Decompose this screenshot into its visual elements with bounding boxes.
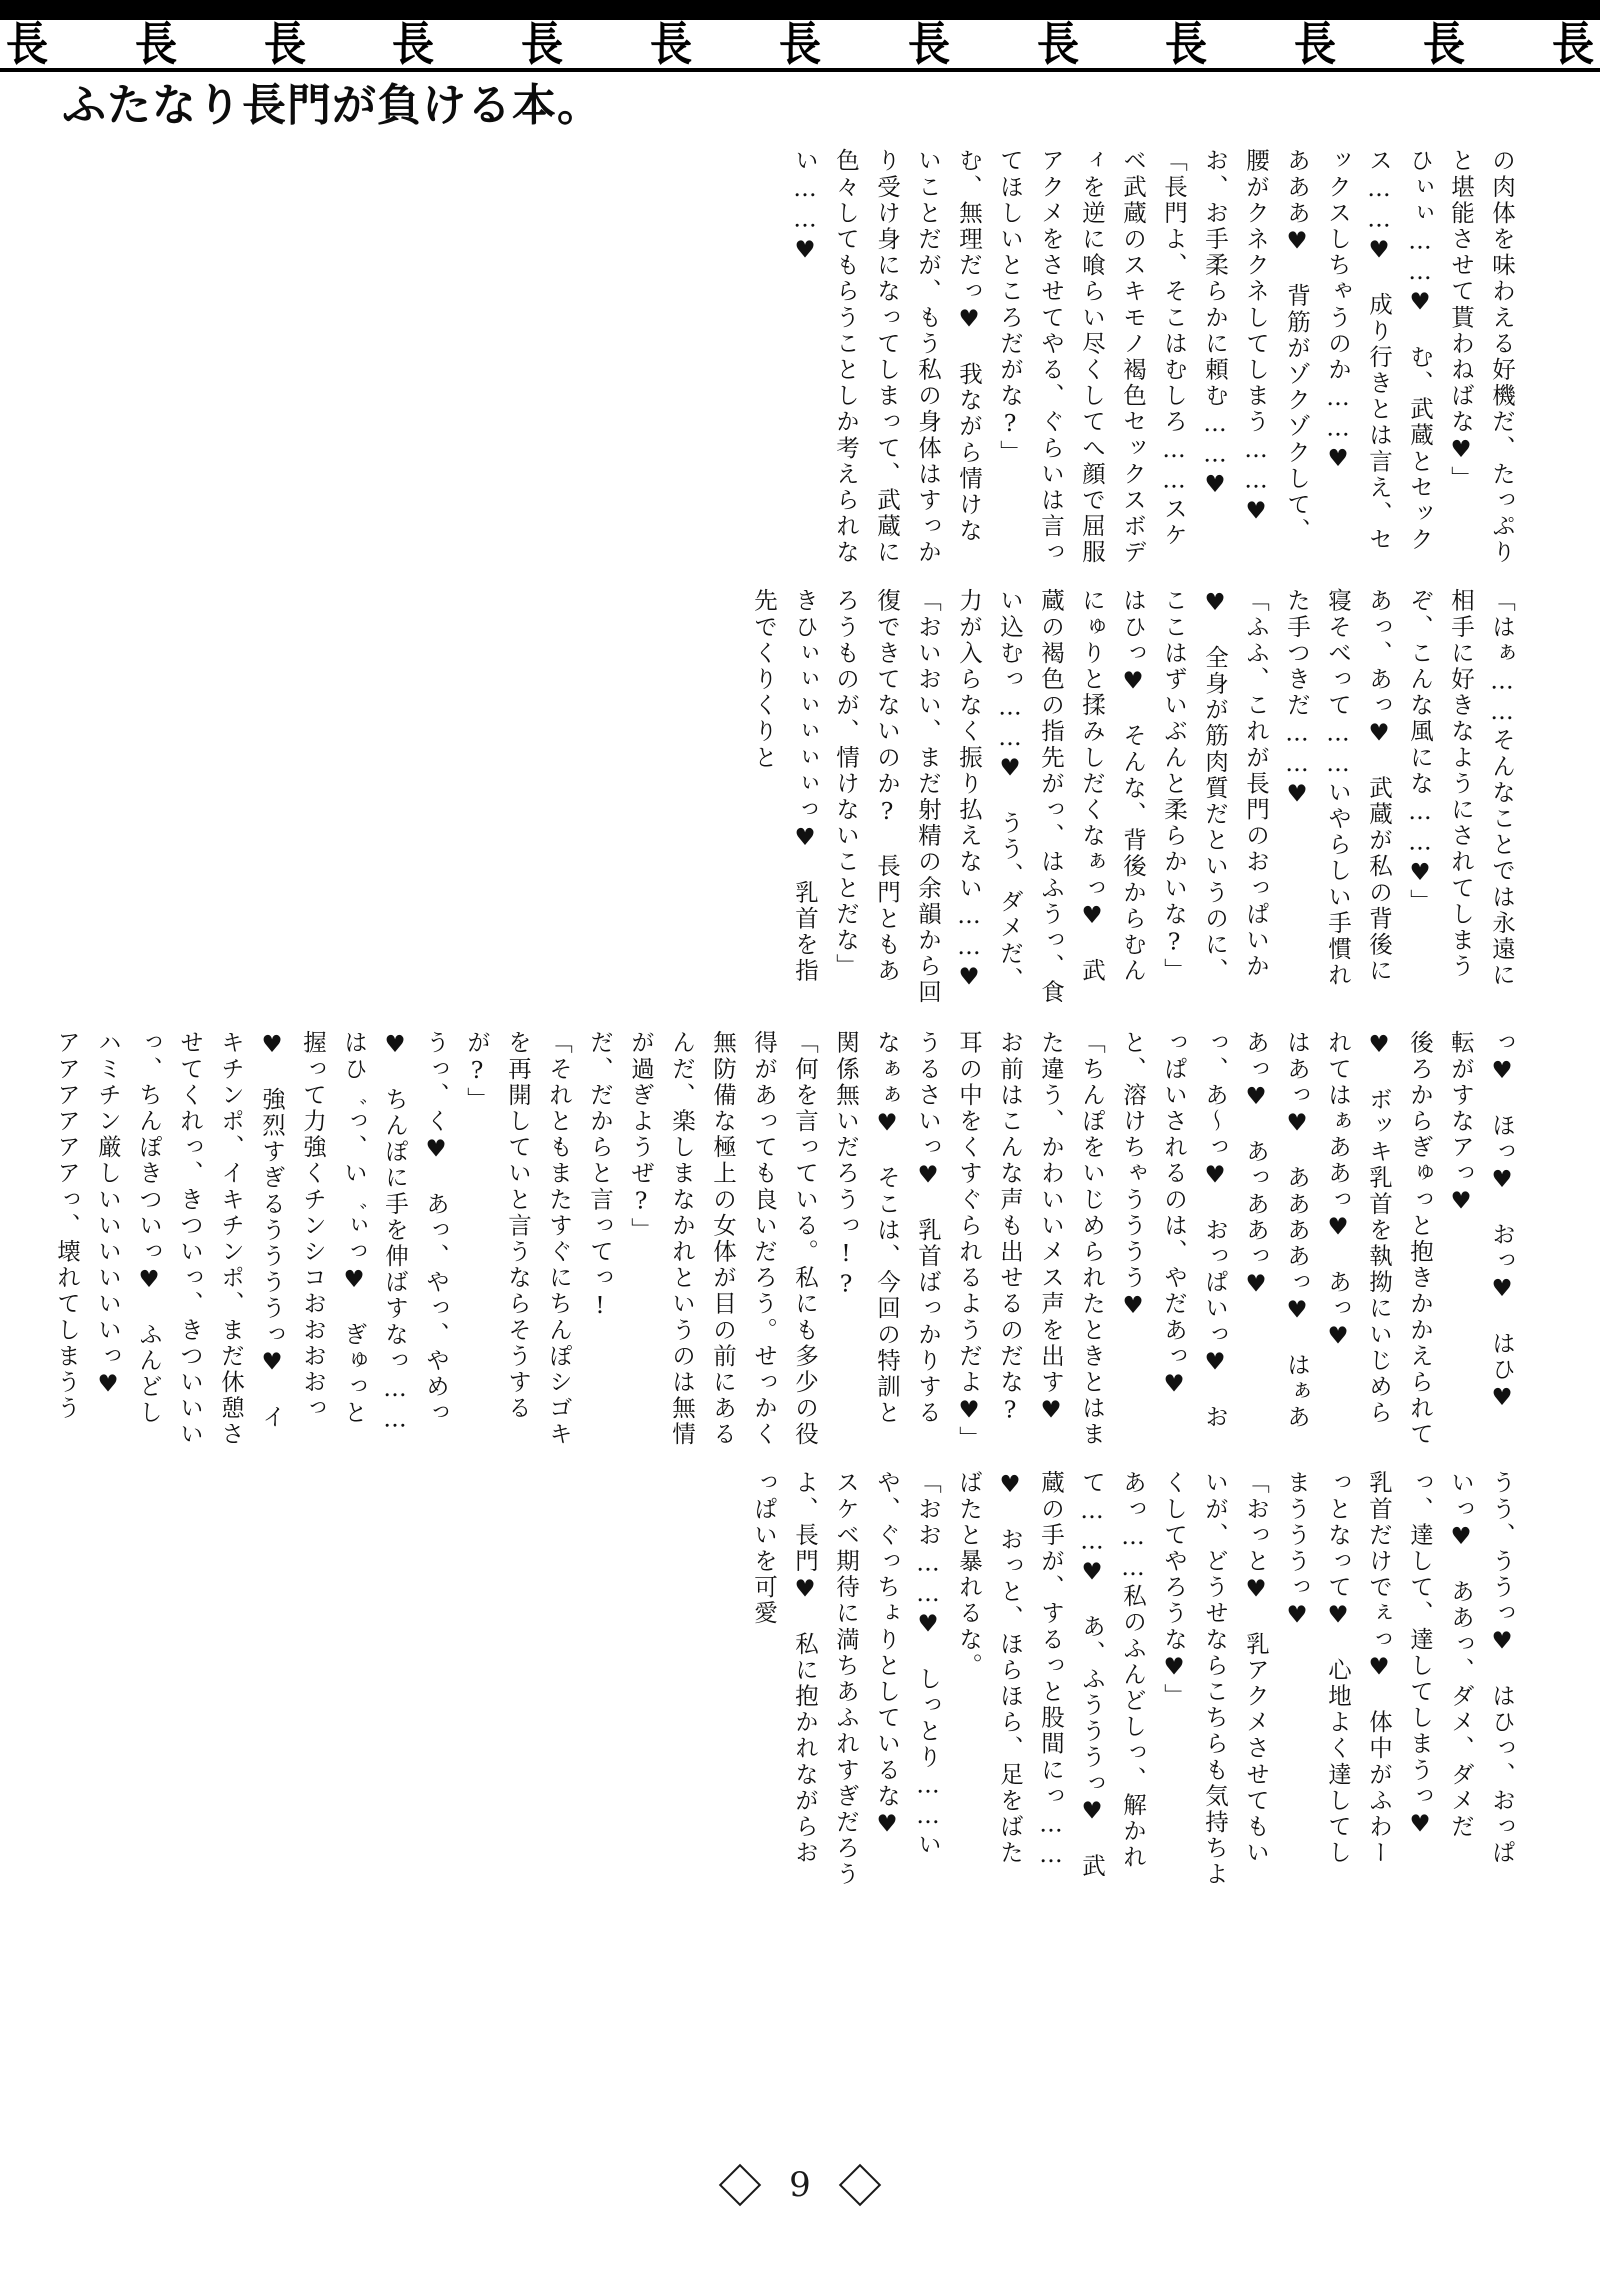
header-banner — [0, 0, 1600, 72]
banner-glyph: 長 — [5, 20, 49, 68]
banner-glyph-strip — [0, 20, 1600, 68]
banner-glyph: 長 — [649, 20, 693, 68]
body-paragraph: 「おいおい、まだ射精の余韻から回復できてないのか? 長門ともあろうものが、情けないことだな」 — [832, 588, 942, 1006]
diamond-ornament-right — [839, 2164, 881, 2206]
body-paragraph: む、無理だっ♥ 我ながら情けないことだが、もう私の身体はすっかり受け身になってしまって、武蔵に色々してもらうことしか考えられない……♥ — [791, 148, 983, 566]
page-title: ふたなり長門が負ける本。 — [62, 80, 602, 131]
body-paragraph: っ♥ ほっ♥ おっ♥ はひ♥ 転がすなアっ♥ — [1447, 1030, 1516, 1440]
body-paragraph: あっ、あっ♥ 武蔵が私の背後に寝そべって……いやらしい手慣れた手つきだ……♥ — [1283, 588, 1393, 989]
body-paragraph: 「何を言っている。私にも多少の役得があっても良いだろう。せっかく無防備な極上の女体が目の前にあるんだ、楽しまなかれというのは無情が過ぎようぜ?」 — [627, 1030, 819, 1448]
body-paragraph: の肉体を味わえる好機だ、たっぷりと堪能させて貰わねばな♥」 — [1447, 148, 1516, 566]
body-paragraph: うるさいっ♥ 乳首ばっかりするなぁぁ♥ そこは、今回の特訓と関係無いだろうっ!? — [832, 1030, 942, 1426]
body-paragraph: 後ろからぎゅっと抱きかかえられて♥ ボッキ乳首を執拗にいじめられてはぁああっ♥ あっ♥ — [1324, 1030, 1434, 1448]
banner-glyph: 長 — [1551, 20, 1595, 68]
banner-glyph: 長 — [1036, 20, 1079, 68]
body-paragraph: 「おお……♥ しっとり……いや、ぐっちょりとしているな♥ スケベ期待に満ちあふれすぎだろうよ、長門♥ 私に抱かれながらおっぱいを可愛 — [750, 1470, 942, 1888]
body-paragraph: うう、ううっ♥ はひっ、おっぱいっ♥ ああっ、ダメ、ダメだっ、達して、達してしまうっ♥ 乳首だけでぇっ♥ 体中がふわーっとなって♥ 心地よく達してしまうううっ♥ — [1283, 1470, 1516, 1867]
banner-glyph: 長 — [778, 20, 822, 68]
body-text-block-3 — [53, 1030, 1522, 1453]
body-paragraph: 「ちんぽをいじめられたときとはまた違う、かわいいメス声を出す♥ お前はこんな声も出せるのだな? 耳の中をくすぐられるようだよ♥」 — [955, 1030, 1106, 1453]
body-paragraph: だ、だからと言ってっ! — [586, 1030, 614, 1322]
body-paragraph: 「はぁ……そんなことでは永遠に相手に好きなようにされてしまうぞ、こんな風にな……♥」 — [1406, 588, 1516, 989]
body-paragraph: はひっ♥ そんな、背後からむんにゅりと揉みしだくなぁっ♥ 武蔵の褐色の指先がっ、はふうっ、食い込むっ……♥ うう、ダメだ、力が入らなく振り払えない……♥ — [955, 588, 1147, 1006]
body-text-block-2 — [102, 588, 1522, 1008]
body-paragraph: 「おっと♥ 乳アクメさせてもいいが、どうせならこちらも気持ちよくしてやろうな♥」 — [1160, 1470, 1270, 1888]
banner-glyph: 長 — [1422, 20, 1466, 68]
banner-glyph: 長 — [392, 20, 435, 68]
body-paragraph: 「ふふ、これが長門のおっぱいか♥ 全身が筋肉質だというのに、ここはずいぶんと柔らかいな?」 — [1160, 588, 1270, 984]
banner-glyph: 長 — [907, 20, 950, 68]
banner-glyph: 長 — [134, 20, 177, 68]
body-paragraph: きひぃぃぃぃぃぃっ♥ 乳首を指先でくりくりと — [750, 588, 819, 984]
diamond-ornament-left — [719, 2164, 761, 2206]
page-footer — [0, 2165, 1600, 2205]
banner-glyph: 長 — [521, 20, 564, 68]
body-paragraph: あああ♥ 背筋がゾクゾクして、腰がクネクネしてしまう……♥ お、お手柔らかに頼む……♥ — [1201, 148, 1311, 554]
page-number: 9 — [789, 2165, 811, 2205]
body-text-block-1 — [102, 148, 1522, 568]
body-paragraph: 「それともまたすぐにちんぽシゴキを再開していと言うならそうするが?」 — [463, 1030, 573, 1448]
banner-glyph: 長 — [1165, 20, 1208, 68]
body-paragraph: あっ……私のふんどしっ、解かれて……♥ あ、ふうううっ♥ 武蔵の手が、するっと股間にっ……♥ おっと、ほらほら、足をばたばたと暴れるな。 — [955, 1470, 1147, 1880]
body-paragraph: 「長門よ、そこはむしろ……スケベ武蔵のスキモノ褐色セックスボディを逆に喰らい尽くしてへ顔で屈服アクメをさせてやる、ぐらいは言ってほしいところだがな?」 — [996, 148, 1188, 566]
body-paragraph: ひぃぃ……♥ む、武蔵とセックス……♥ 成り行きとは言え、セックスしちゃうのか……♥ — [1324, 148, 1434, 553]
banner-glyph: 長 — [263, 20, 306, 68]
body-paragraph: っ、あ〜っ♥ おっぱいっ♥ おっぱいされるのは、やだあっ♥ と、溶けちゃうううう♥ — [1119, 1030, 1229, 1431]
body-paragraph: うっ、く♥ あっ、やっ、やめっ♥ ちんぽに手を伸ばすなっ……はひ゛っ、い゛ぃっ♥ ぎゅっと握って力強くチンシコおおおおっ♥ 強烈すぎるううううっ♥ イキチンポ、イキチンポ、まだ休憩させてくれっ、きついっ、きついいいっ、ちんぽきついっ♥ ふんどしハミチン厳しいいいいいいっ♥ アアアアアアっ、壊れてしまうう — [53, 1030, 450, 1448]
body-paragraph: はあっ♥ ああああっ♥ はぁああっ♥ あっああっ♥ — [1242, 1030, 1311, 1431]
banner-glyph: 長 — [1294, 20, 1337, 68]
body-text-block-4 — [102, 1470, 1522, 1890]
